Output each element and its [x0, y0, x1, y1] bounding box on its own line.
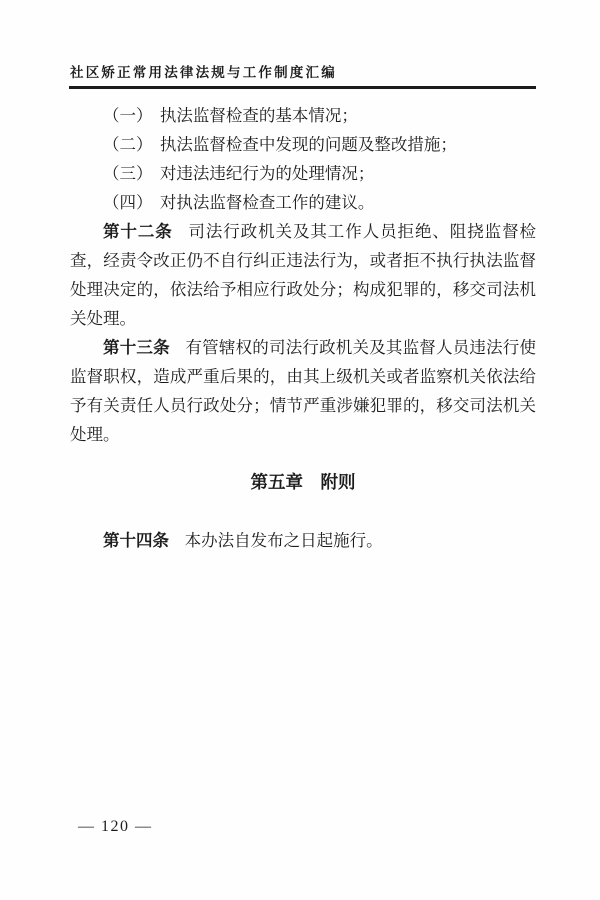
closing-article-paragraph	[70, 526, 536, 555]
chapter-heading	[70, 468, 536, 497]
article-paragraph	[70, 333, 536, 449]
article-number: 第十二条	[103, 222, 173, 241]
list-item-text: 执法监督检查中发现的问题及整改措施；	[159, 135, 457, 154]
page-body	[70, 101, 536, 555]
list-item-marker: （四）	[103, 193, 153, 212]
article-number: 第十三条	[103, 338, 170, 357]
article-text: 司法行政机关及其工作人员拒绝、阻挠监督检查，经责令改正仍不自行纠正违法行为，或者拒不执行执法监督处理决定的，依法给予相应行政处分；构成犯罪的，移交司法机关处理。	[70, 222, 537, 328]
article-paragraph	[70, 217, 536, 333]
list-item	[70, 101, 536, 130]
list-item-text: 对违法违纪行为的处理情况；	[159, 164, 375, 183]
article-text: 本办法自发布之日起施行。	[184, 531, 383, 550]
article-text: 有管辖权的司法行政机关及其监督人员违法行使监督职权，造成严重后果的，由其上级机关或者监察机关依法给予有关责任人员行政处分；情节严重涉嫌犯罪的，移交司法机关处理。	[70, 338, 537, 444]
list-item-marker: （二）	[103, 135, 153, 154]
page-number: — 120 —	[78, 818, 153, 835]
chapter-title: 附则	[320, 472, 356, 492]
list-item-marker: （一）	[103, 106, 153, 125]
article-number: 第十四条	[103, 531, 169, 550]
list-item	[70, 188, 536, 217]
chapter-number: 第五章	[250, 472, 303, 492]
list-item	[70, 130, 536, 159]
list-item-marker: （三）	[103, 164, 153, 183]
header-rule	[69, 86, 536, 89]
list-item-text: 执法监督检查的基本情况；	[159, 106, 358, 125]
list-item	[70, 159, 536, 188]
running-header: 社区矫正常用法律法规与工作制度汇编	[70, 65, 337, 80]
list-item-text: 对执法监督检查工作的建议。	[159, 193, 375, 212]
